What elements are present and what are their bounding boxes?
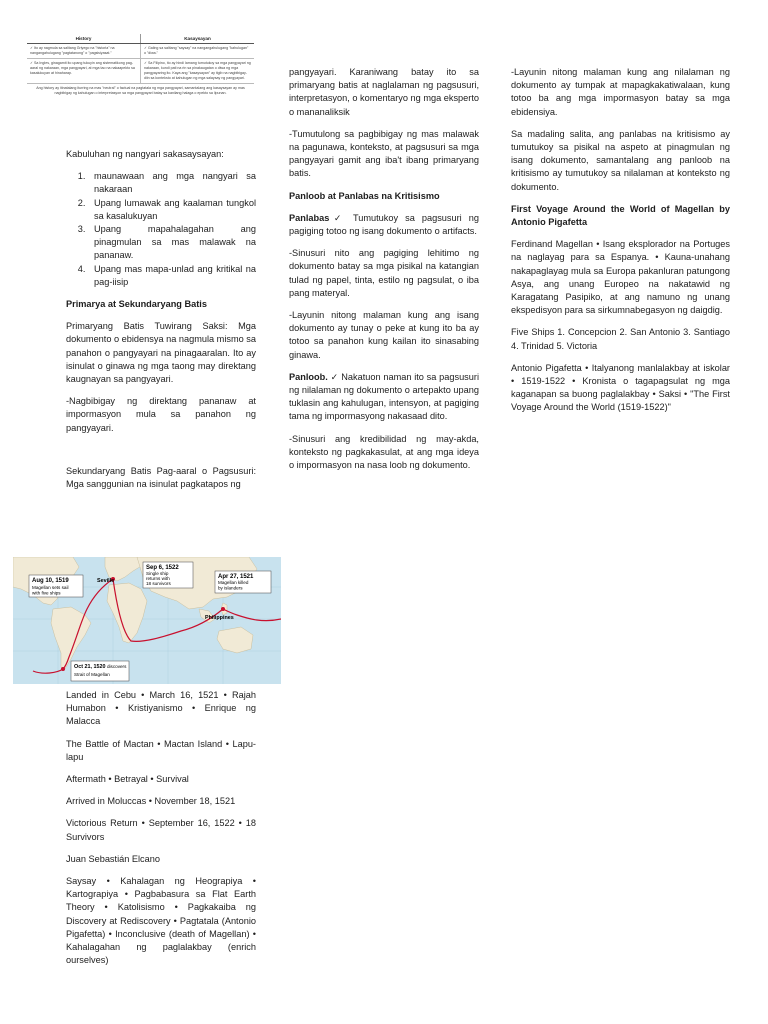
bold-term: Panloob. xyxy=(289,371,328,382)
paragraph: -Nagbibigay ng direktang pananaw at impormasyon mula sa panahon ng pangyayari. xyxy=(66,396,256,433)
sep-label-text: 18 survivors xyxy=(146,581,171,586)
seville-label: Seville xyxy=(97,578,115,584)
strait-marker xyxy=(61,667,65,671)
table-row xyxy=(27,59,254,84)
paragraph: Antonio Pigafetta • Italyanong manlalakbay at iskolar • 1519-1522 • Kronista o tagapagsulat ng mga kaganapan sa buong paglalakbay • Saksi • "The First Voyage Around the World (1519-1522)" xyxy=(511,362,730,413)
paragraph: Ferdinand Magellan • Isang eksplorador na Portuges na naglayag para sa Espanya. • Kauna-unahang nakapaglayag mula sa Europa pakanluran patungong Asya, ang unang Europeo na nakatawid ng Karagatang Pasipiko, at ang namuno ng unang ekspedisyon para sa sirkumnabegasyon ng daigdig. xyxy=(511,239,730,316)
paragraph: Sekundaryang Batis Pag-aaral o Pagsusuri: Mga sanggunian na isinulat pagkatapos ng xyxy=(66,465,256,490)
paragraph: pangyayari. Karaniwang batay ito sa primaryang batis at naglalaman ng pagsusuri, interpretasyon, o komentaryo ng mga eksperto o mananaliksik xyxy=(289,67,479,117)
aug-label-text: with five ships xyxy=(32,590,61,596)
paragraph-text: ✓ Nakatuon naman ito sa pagsusuri ng nilalaman ng dokumento o artepakto upang tuklasin ang kahulugan, intensyon, at pagiging tama ng impormasyong nakasaad dito. xyxy=(289,371,479,422)
paragraph: -Layunin nitong malaman kung ang isang dokumento ay tunay o peke at kung ito ba ay totoo sa panahon kung kailan ito sinasabing ginawa. xyxy=(289,310,479,360)
sep-label-date: Sep 6, 1522 xyxy=(146,565,179,571)
paragraph: Juan Sebastián Elcano xyxy=(66,853,160,864)
paragraph: Arrived in Moluccas • November 18, 1521 xyxy=(66,796,236,807)
apr-label-text: by islanders xyxy=(218,585,243,591)
paragraph: The Battle of Mactan • Mactan Island • Lapu-lapu xyxy=(66,738,256,762)
list-item: 1. maunawaan ang mga nangyari sa nakaraan xyxy=(88,170,256,196)
column-3 xyxy=(511,66,730,424)
paragraph: Aftermath • Betrayal • Survival xyxy=(66,774,189,785)
table-cell: ✓ Sa Ingles, ginagamit ito upang tukuyin ang sistematikong pag-aaral ng nakaraan, mga pangyayari, at mga tao na nakaapekto sa kasalukuyan at hinaharap. xyxy=(30,61,135,75)
table-header-cell: Kasaysayan xyxy=(140,34,254,43)
history-kasaysayan-table xyxy=(27,34,254,138)
magellan-voyage-map xyxy=(13,557,281,684)
paragraph xyxy=(289,212,479,238)
paragraph: Primaryang Batis Tuwirang Saksi: Mga dokumento o ebidensya na nagmula mismo sa panahon o pangyayari na pinagaaralan. Ito ay isinulat o ginawa ng mga taong may direktang kaugnayan sa pangyayari. xyxy=(66,321,256,385)
section-heading: Primarya at Sekundaryang Batis xyxy=(66,299,207,310)
paragraph: Five Ships 1. Concepcion 2. San Antonio 3. Santiago 4. Trinidad 5. Victoria xyxy=(511,327,730,351)
table-cell: ✓ Sa Filipino, ito ay hindi lamang tumutukoy sa mga pangyayari ng nakaraan, kundi pati na rin sa pinakaugatan o diwa ng mga pangyayaring ito. Kaya ang "kasaysayan" ay tigib na nagbibigay-diin sa konteksto at kahulugan ng mga salaysay ng pangyayari. xyxy=(140,59,254,83)
paragraph xyxy=(289,371,479,424)
paragraph: -Tumutulong sa pagbibigay ng mas malawak na pagunawa, konteksto, at pagsusuri sa mga pangyayari gamit ang iba't ibang primaryang batis. xyxy=(289,128,479,179)
paragraph-text: ✓ Tumutukoy sa pagsusuri ng pagiging totoo ng isang dokumento o artifacts. xyxy=(289,212,479,237)
aug-label-text: Magellan sets sail xyxy=(32,585,69,590)
sep-label-text: Single ship xyxy=(146,571,169,576)
section-heading: First Voyage Around the World of Magellan by Antonio Pigafetta xyxy=(511,203,730,228)
list-item: 4. Upang mas mapa-unlad ang kritikal na pag-iisip xyxy=(88,263,256,289)
sep-label-text: returns with xyxy=(146,576,170,581)
column-2 xyxy=(289,66,479,481)
apr-label-text: Magellan killed xyxy=(218,580,249,585)
bold-term: Panlabas xyxy=(289,212,330,223)
paragraph: -Sinusuri ang kredibilidad ng may-akda, konteksto ng pagkakasulat, at ang mga ideya o impormasyon na nasa loob ng dokumento. xyxy=(289,433,479,471)
intro-text: Kabuluhan ng nangyari sakasaysayan: xyxy=(66,149,224,159)
table-cell: ✓ Galing sa salitang "saysay" na nangangahulugang "kahulugan" o "diwa." xyxy=(140,44,254,58)
list-item: 2. Upang lumawak ang kaalaman tungkol sa kasalukuyan xyxy=(88,197,256,223)
column-1 xyxy=(66,148,256,500)
paragraph: -Sinusuri nito ang pagiging lehitimo ng dokumento batay sa mga pisikal na katangian tulad ng papel, tinta, estilo ng pagsulat, o iba pang materyal. xyxy=(289,248,479,298)
oct-label-text: Strait of Magellan xyxy=(74,672,110,677)
paragraph: -Layunin nitong malaman kung ang nilalaman ng dokumento ay tumpak at mapagkakatiwalaan, kung totoo ba ang mga impormasyon batay sa mga ebidensiya. xyxy=(511,67,730,117)
table-cell: ✓ Ito ay nagmula sa salitang Griyego na "historia" na nangangahulugang "pagtatanong" o "pagsisiyasat." xyxy=(30,46,115,55)
paragraph: Sa madaling salita, ang panlabas na kritisismo ay tumutukoy sa pisikal na aspeto at pinagmulan ng isang dokumento, samantalang ang panloob na kritisismo ay tumutukoy sa nilalaman at konteksto ng dokumento. xyxy=(511,128,730,192)
list-item: 3. Upang mapahalagahan ang pinagmulan sa mas malawak na pananaw. xyxy=(88,223,256,263)
table-row xyxy=(27,44,254,59)
table-footer: Ang history ay itinatalang iturring na mas "neutral" o factual na pagtatala ng mga pangyayari, samantalang ang kasaysayan ay mas nagbibigay ng kahulugan o interpretasyon sa mga pangyayari batay sa kanilang halaga o epekto sa lipunan. xyxy=(36,86,245,95)
oct-label-date: Oct 21, 1520 discovers xyxy=(74,664,127,670)
section-heading: Panloob at Panlabas na Kritisismo xyxy=(289,190,440,201)
paragraph: Landed in Cebu • March 16, 1521 • Rajah Humabon • Kristiyanismo • Enrique ng Malacca xyxy=(66,690,256,727)
philippines-marker xyxy=(221,607,225,611)
table-header xyxy=(27,34,254,44)
paragraph: Victorious Return • September 16, 1522 • 18 Survivors xyxy=(66,818,256,842)
column-4 xyxy=(66,689,256,976)
aug-label-date: Aug 10, 1519 xyxy=(32,578,69,584)
significance-list xyxy=(66,170,256,289)
apr-label-date: Apr 27, 1521 xyxy=(218,574,254,580)
table-header-cell: History xyxy=(75,36,92,41)
philippines-label: Philippines xyxy=(205,615,234,621)
paragraph: Saysay • Kahalagan ng Heograpiya • Kartograpiya • Pagbabasura sa Flat Earth Theory • Katolisismo • Pagkakaiba ng Discovery at Rediscovery • Pagtatala (Antonio Pigafetta) • Inconclusive (death of Magellan) • Kahalagahan ng paglalakbay (enrich ourselves) xyxy=(66,876,256,966)
